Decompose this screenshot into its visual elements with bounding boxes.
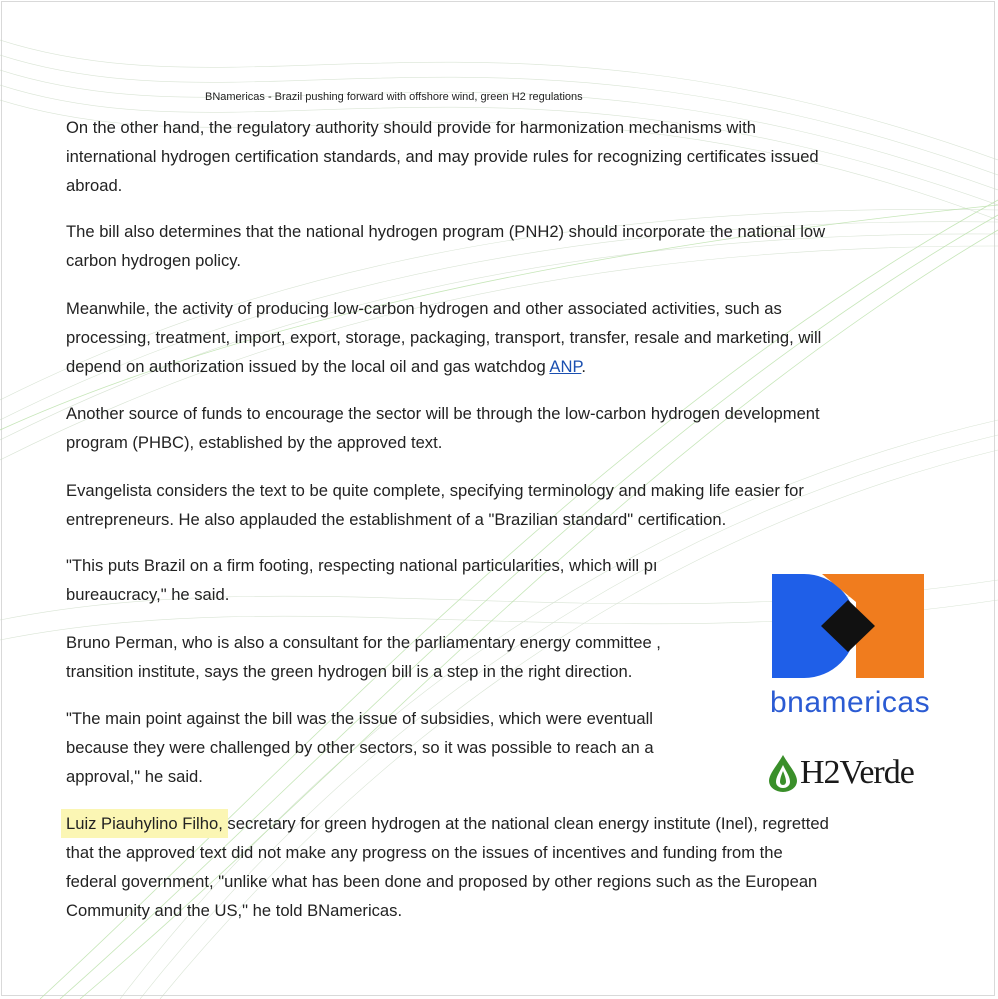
paragraph-line: abroad. (66, 176, 123, 195)
document-header: BNamericas - Brazil pushing forward with offshore wind, green H2 regulations (205, 91, 583, 103)
paragraph-subsidies-quote (66, 704, 654, 791)
paragraph-line: international hydrogen certification standards, and may provide rules for recognizing certificates issued (66, 147, 819, 166)
paragraph-line: Community and the US," he told BNamericas. (66, 901, 403, 920)
paragraph-line: processing, treatment, import, export, storage, packaging, transport, transfer, resale and marketing, will (66, 328, 822, 347)
paragraph-line: federal government, "unlike what has been done and proposed by other regions such as the European (66, 872, 818, 891)
paragraph-quote-footing (66, 551, 658, 609)
paragraph-perman (66, 628, 661, 686)
paragraph-line: program (PHBC), established by the approved text. (66, 433, 443, 452)
paragraph-line: Meanwhile, the activity of producing low-carbon hydrogen and other associated activities, such as (66, 299, 782, 318)
paragraph-line: that the approved text did not make any progress on the issues of incentives and funding from the (66, 843, 783, 862)
paragraph-line: carbon hydrogen policy. (66, 251, 241, 270)
paragraph-authorization (66, 294, 821, 381)
paragraph-line: entrepreneurs. He also applauded the establishment of a "Brazilian standard" certification. (66, 510, 727, 529)
punctuation: . (581, 357, 587, 376)
h2verde-logo (766, 750, 914, 796)
h2verde-logo-text: H2Verde (800, 754, 914, 791)
paragraph-line: The bill also determines that the national hydrogen program (PNH2) should incorporate the national low (66, 222, 826, 241)
highlighted-name: Luiz Piauhylino Filho, (66, 814, 223, 833)
paragraph-line: Evangelista considers the text to be quite complete, specifying terminology and making life easier for (66, 481, 804, 500)
paragraph-line: depend on authorization issued by the local oil and gas watchdog (66, 357, 550, 376)
h2verde-drop-icon (766, 753, 800, 793)
paragraph-line: secretary for green hydrogen at the national clean energy institute (Inel), regretted (222, 814, 829, 833)
paragraph-line: transition institute, says the green hydrogen bill is a step in the right direction. (66, 662, 633, 681)
paragraph-line: Another source of funds to encourage the sector will be through the low-carbon hydrogen development (66, 404, 820, 423)
paragraph-line: because they were challenged by other sectors, so it was possible to reach an a (66, 738, 654, 757)
paragraph-phbc (66, 399, 820, 457)
paragraph-line: Bruno Perman, who is also a consultant for the parliamentary energy committee , (66, 633, 661, 652)
paragraph-pnh2 (66, 217, 825, 275)
paragraph-line: "This puts Brazil on a firm footing, respecting national particularities, which will pı (66, 556, 658, 575)
paragraph-line: "The main point against the bill was the issue of subsidies, which were eventuall (66, 709, 653, 728)
bnamericas-logo-text: bnamericas (770, 686, 931, 719)
paragraph-harmonization (66, 113, 819, 200)
anp-link[interactable]: ANP (549, 357, 582, 376)
bnamericas-logo-mark (772, 574, 924, 678)
paragraph-line: bureaucracy," he said. (66, 585, 230, 604)
paragraph-piauhylino (66, 809, 829, 925)
paragraph-line: approval," he said. (66, 767, 203, 786)
paragraph-line: On the other hand, the regulatory authority should provide for harmonization mechanisms with (66, 118, 756, 137)
paragraph-evangelista (66, 476, 804, 534)
